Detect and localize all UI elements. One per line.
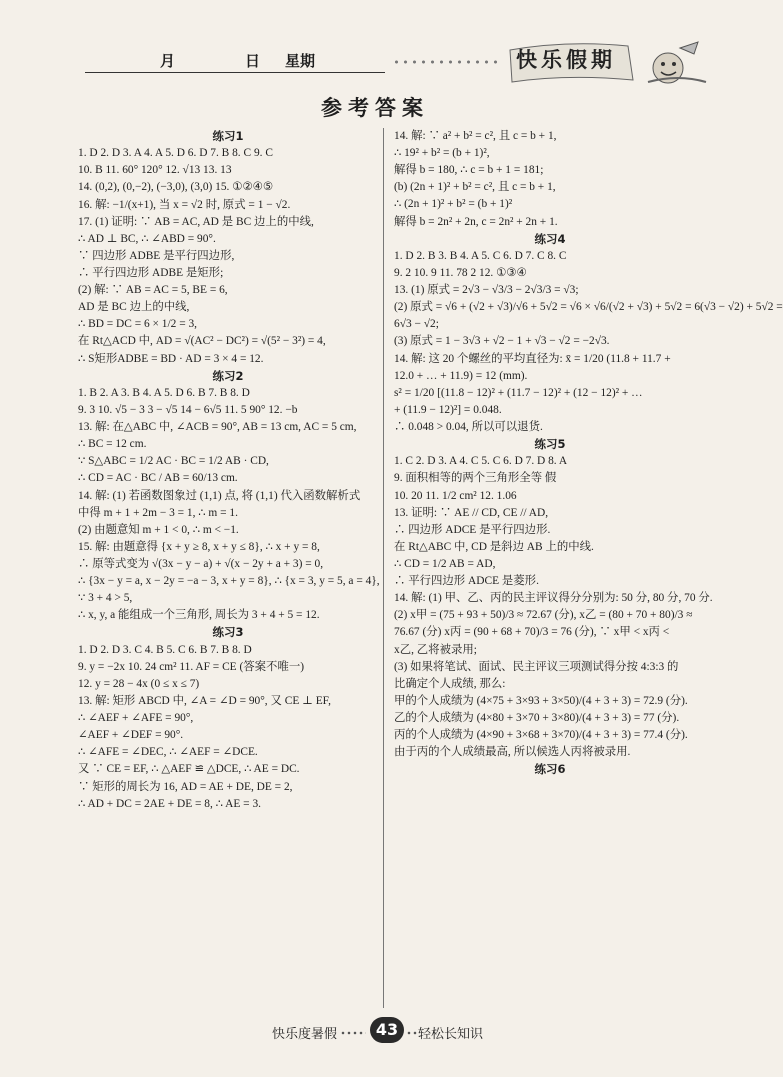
answer-line: 6√3 − √2;	[394, 318, 439, 331]
answer-line: ∠AEF + ∠DEF = 90°.	[78, 729, 184, 742]
section-heading: 练习4	[534, 231, 566, 246]
answer-line: ∵ 四边形 ADBE 是平行四边形,	[78, 249, 235, 262]
answer-line: 13. 解: 在△ABC 中, ∠ACB = 90°, AB = 13 cm, AC = 5 cm,	[78, 421, 357, 434]
answer-line: AD 是 BC 边上的中线,	[78, 301, 190, 314]
section-heading: 练习1	[212, 129, 244, 143]
logo-text: 快乐假期	[516, 48, 616, 72]
column-divider	[383, 128, 384, 1008]
answer-line: 10. B 11. 60° 120° 12. √13 13. 13	[78, 164, 232, 177]
answer-line: 10. 20 11. 1/2 cm² 12. 1.06	[394, 489, 517, 502]
answer-line: s² = 1/20 [(11.8 − 12)² + (11.7 − 12)² + (12 − 12)² + …	[394, 386, 643, 399]
section-heading: 练习2	[212, 368, 244, 383]
answer-line: 1. C 2. D 3. A 4. C 5. C 6. D 7. D 8. A	[394, 455, 568, 468]
answer-line: (2) 解: ∵ AB = AC = 5, BE = 6,	[78, 284, 228, 297]
answer-line: ∴ ∠AFE = ∠DEC, ∴ ∠AEF = ∠DCE.	[78, 746, 258, 759]
answer-line: 13. (1) 原式 = 2√3 − √3/3 − 2√3/3 = √3;	[394, 284, 579, 297]
answer-line: 中得 m + 1 + 2m − 3 = 1, ∴ m = 1.	[78, 506, 238, 519]
answer-line: ∵ 矩形的周长为 16, AD = AE + DE, DE = 2,	[78, 780, 293, 793]
answer-line: ∴ 平行四边形 ADCE 是菱形.	[394, 575, 539, 588]
answer-line: 1. B 2. A 3. B 4. A 5. D 6. B 7. B 8. D	[78, 386, 250, 399]
answer-line: ∴ ∠AEF + ∠AFE = 90°,	[78, 712, 194, 725]
answer-line: ∴ CD = AC · BC / AB = 60/13 cm.	[78, 472, 238, 485]
answer-line: ∴ (2n + 1)² + b² = (b + 1)²	[394, 198, 513, 211]
answer-line: 17. (1) 证明: ∵ AB = AC, AD 是 BC 边上的中线,	[78, 215, 314, 228]
answer-line: ∴ 原等式变为 √(3x − y − a) + √(x − 2y + a + 3) = 0,	[78, 558, 324, 571]
happy-holiday-logo	[508, 38, 708, 86]
footer-dots-right	[406, 1031, 418, 1035]
answer-line: 解得 b = 2n² + 2n, c = 2n² + 2n + 1.	[394, 215, 558, 228]
section-heading: 练习3	[212, 625, 244, 640]
answer-line: ∴ 0.048 > 0.04, 所以可以退货.	[394, 421, 543, 433]
answer-line: 14. (0,2), (0,−2), (−3,0), (3,0) 15. ①②④⑤	[78, 181, 274, 194]
answer-line: (2) 由题意知 m + 1 < 0, ∴ m < −1.	[78, 523, 239, 536]
answer-line: ∴ 19² + b² = (b + 1)²,	[394, 147, 490, 160]
footer-left-text: 快乐度暑假	[272, 1027, 338, 1042]
answer-line: 乙的个人成绩为 (4×80 + 3×70 + 3×80)/(4 + 3 + 3) = 77 (分).	[394, 712, 680, 724]
date-line	[85, 50, 385, 73]
page-number: 43	[370, 1017, 404, 1043]
answer-line: ∴ AD + DC = 2AE + DE = 8, ∴ AE = 3.	[78, 797, 261, 810]
answer-line: (2) 原式 = √6 + (√2 + √3)/√6 + 5√2 = √6 × √6/(√2 + √3) + 5√2 = 6(√3 − √2) + 5√2 =	[394, 301, 783, 314]
page-title: 参考答案	[321, 96, 429, 120]
answer-line: (3) 如果将笔试、面试、民主评议三项测试得分按 4:3:3 的	[394, 660, 679, 673]
answer-line: (2) x甲 = (75 + 93 + 50)/3 ≈ 72.67 (分), x乙 = (80 + 70 + 80)/3 ≈	[394, 609, 693, 622]
answer-line: 在 Rt△ACD 中, AD = √(AC² − DC²) = √(5² − 3²) = 4,	[78, 335, 326, 348]
answer-line: 13. 解: 矩形 ABCD 中, ∠A = ∠D = 90°, 又 CE ⊥ EF,	[78, 695, 331, 708]
answer-line: 14. 解: ∵ a² + b² = c², 且 c = b + 1,	[394, 130, 557, 142]
answer-line: 比确定个人成绩, 那么:	[394, 677, 506, 690]
answer-line: x乙, 乙将被录用;	[394, 643, 477, 656]
footer-dots-left	[340, 1031, 366, 1035]
section-heading: 练习5	[534, 437, 566, 452]
answer-line: + (11.9 − 12)²] = 0.048.	[394, 403, 502, 416]
answer-line: 又 ∵ CE = EF, ∴ △AEF ≌ △DCE, ∴ AE = DC.	[78, 763, 300, 776]
answer-line: 9. 面积相等的两个三角形全等 假	[394, 472, 557, 485]
left-column	[78, 128, 378, 813]
week-label: 星期	[285, 54, 316, 70]
answer-line: 甲的个人成绩为 (4×75 + 3×93 + 3×50)/(4 + 3 + 3) = 72.9 (分).	[394, 694, 688, 707]
answer-line: 9. 2 10. 9 11. 78 2 12. ①③④	[394, 267, 527, 280]
right-column	[394, 128, 783, 779]
answer-line: 12. y = 28 − 4x (0 ≤ x ≤ 7)	[78, 677, 200, 690]
answer-line: 16. 解: −1/(x+1), 当 x = √2 时, 原式 = 1 − √2.	[78, 198, 291, 211]
answer-line: ∴ {3x − y = a, x − 2y = −a − 3, x + y = 8}, ∴ {x = 3, y = 5, a = 4},	[78, 575, 380, 588]
answer-line: 在 Rt△ABC 中, CD 是斜边 AB 上的中线.	[394, 540, 594, 553]
answer-line: ∴ S矩形ADBE = BD · AD = 3 × 4 = 12.	[78, 352, 264, 365]
month-label: 月	[160, 54, 176, 70]
answer-line: ∴ 平行四边形 ADBE 是矩形;	[78, 267, 224, 280]
answer-line: 14. 解: 这 20 个螺丝的平均直径为: x̄ = 1/20 (11.8 + 11.7 +	[394, 352, 671, 365]
answer-line: 13. 证明: ∵ AE // CD, CE // AD,	[394, 506, 549, 519]
answer-line: ∴ x, y, a 能组成一个三角形, 周长为 3 + 4 + 5 = 12.	[78, 609, 320, 622]
answer-line: 丙的个人成绩为 (4×90 + 3×68 + 3×70)/(4 + 3 + 3) = 77.4 (分).	[394, 729, 688, 742]
day-label: 日	[245, 54, 261, 70]
answer-line: 1. D 2. B 3. B 4. A 5. C 6. D 7. C 8. C	[394, 249, 567, 262]
header-dots	[392, 60, 502, 64]
answer-line: ∴ AD ⊥ BC, ∴ ∠ABD = 90°.	[78, 232, 216, 245]
answer-line: 14. 解: (1) 若函数图象过 (1,1) 点, 将 (1,1) 代入函数解析式	[78, 489, 361, 502]
answer-line: 1. D 2. D 3. A 4. A 5. D 6. D 7. B 8. C 9. C	[78, 147, 273, 160]
answer-line: ∵ S△ABC = 1/2 AC · BC = 1/2 AB · CD,	[78, 455, 269, 468]
answer-line: ∵ 3 + 4 > 5,	[78, 592, 133, 605]
answer-line: 解得 b = 180, ∴ c = b + 1 = 181;	[394, 164, 544, 177]
answer-line: 9. y = −2x 10. 24 cm² 11. AF = CE (答案不唯一)	[78, 660, 305, 673]
answer-line: 12.0 + … + 11.9) = 12 (mm).	[394, 369, 528, 382]
answer-line: 14. 解: (1) 甲、乙、丙的民主评议得分分别为: 50 分, 80 分, 70 分.	[394, 592, 713, 605]
footer-right-text: 轻松长知识	[418, 1027, 484, 1042]
answer-line: 由于丙的个人成绩最高, 所以候选人丙将被录用.	[394, 746, 631, 759]
answer-line: (3) 原式 = 1 − 3√3 + √2 − 1 + √3 − √2 = −2√3.	[394, 335, 610, 348]
footer	[0, 1011, 750, 1045]
answer-line: 9. 3 10. √5 − 3 3 − √5 14 − 6√5 11. 5 90° 12. −b	[78, 404, 298, 417]
answer-line: ∴ BC = 12 cm.	[78, 438, 147, 451]
answer-line: ∴ CD = 1/2 AB = AD,	[394, 558, 496, 571]
section-heading: 练习6	[534, 762, 566, 777]
answer-line: 76.67 (分) x丙 = (90 + 68 + 70)/3 = 76 (分), ∵ x甲 < x丙 <	[394, 626, 670, 639]
answer-line: 15. 解: 由题意得 {x + y ≥ 8, x + y ≤ 8}, ∴ x + y = 8,	[78, 540, 320, 553]
answer-line: ∴ BD = DC = 6 × 1/2 = 3,	[78, 318, 198, 331]
answer-line: 1. D 2. D 3. C 4. B 5. C 6. B 7. B 8. D	[78, 643, 252, 656]
answer-line: ∴ 四边形 ADCE 是平行四边形.	[394, 523, 551, 536]
answer-line: (b) (2n + 1)² + b² = c², 且 c = b + 1,	[394, 181, 556, 194]
